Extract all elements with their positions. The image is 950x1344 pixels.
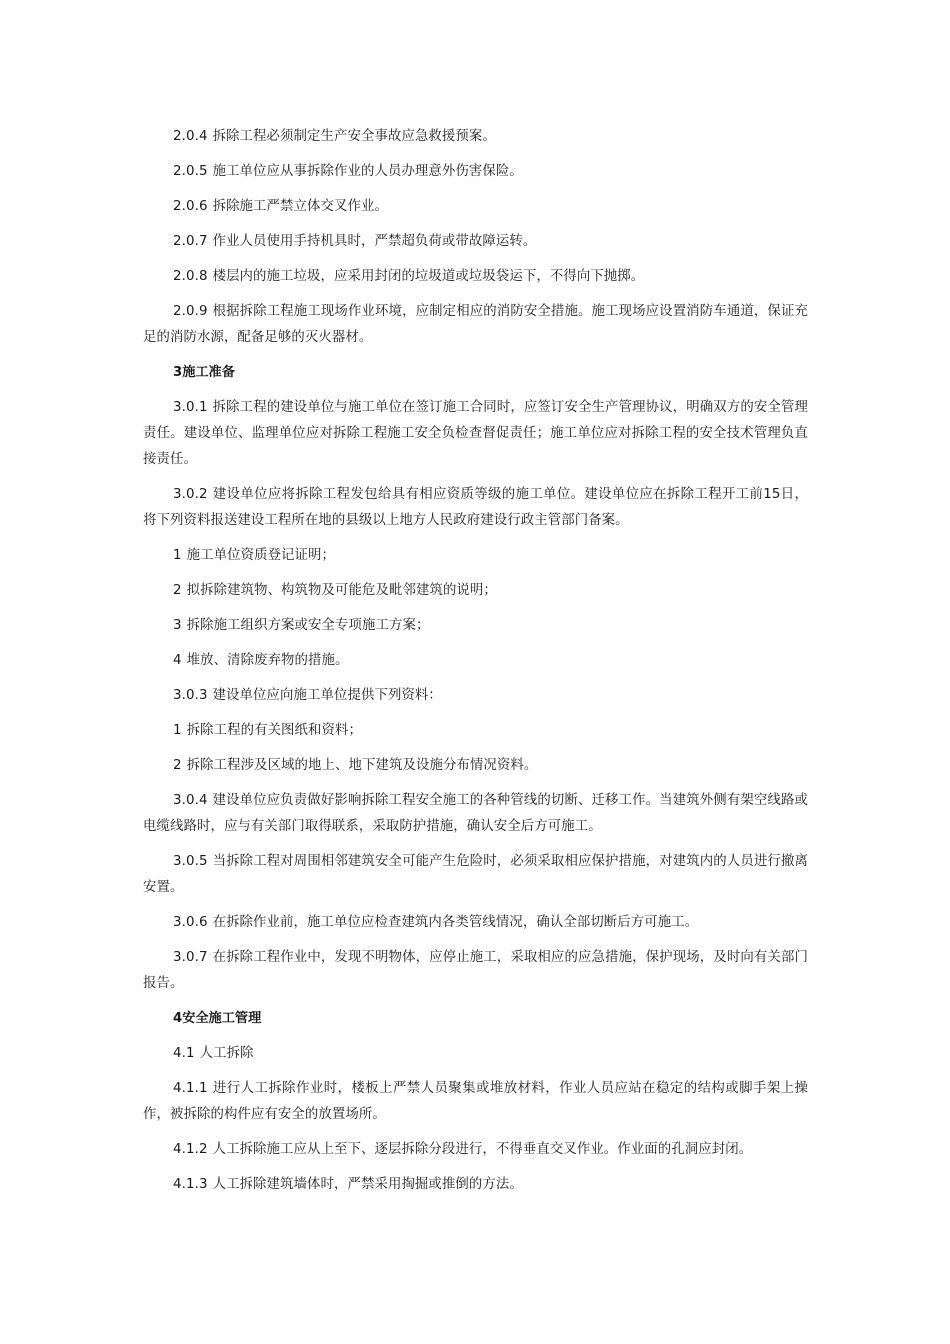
- clause-paragraph: [143, 264, 808, 290]
- clause-paragraph: [143, 194, 808, 220]
- clause-number: 2.0.8: [173, 269, 208, 284]
- clause-text: 建设单位应将拆除工程发包给具有相应资质等级的施工单位。建设单位应在拆除工程开工前15日，将下列资料报送建设工程所在地的县级以上地方人民政府建设行政主管部门备案。: [143, 487, 808, 528]
- clause-text: 拆除工程的建设单位与施工单位在签订施工合同时，应签订安全生产管理协议，明确双方的安全管理责任。建设单位、监理单位应对拆除工程施工安全负检查督促责任；施工单位应对拆除工程的安全技术管理负直接责任。: [143, 400, 808, 467]
- clause-paragraph: [143, 1076, 808, 1128]
- clause-number: 4.1.1: [173, 1081, 208, 1096]
- clause-text: 施工单位应从事拆除作业的人员办理意外伤害保险。: [212, 164, 523, 179]
- clause-paragraph: [143, 299, 808, 351]
- clause-text: 拟拆除建筑物、构筑物及可能危及毗邻建筑的说明；: [186, 583, 497, 598]
- clause-number: 3: [173, 618, 182, 633]
- clause-text: 堆放、清除废弃物的措施。: [186, 653, 349, 668]
- clause-number: 4.1.2: [173, 1142, 208, 1157]
- clause-number: 2.0.9: [173, 304, 208, 319]
- document-page: [143, 124, 808, 1207]
- clause-text: 拆除工程必须制定生产安全事故应急救援预案。: [212, 129, 496, 144]
- clause-number: 2: [173, 758, 182, 773]
- clause-paragraph: [143, 683, 808, 709]
- clause-paragraph: [143, 1137, 808, 1163]
- clause-number: 3.0.7: [173, 950, 208, 965]
- clause-text: 拆除工程的有关图纸和资料；: [186, 723, 363, 738]
- clause-paragraph: [143, 753, 808, 779]
- clause-number: 2.0.6: [173, 199, 208, 214]
- clause-text: 在拆除作业前，施工单位应检查建筑内各类管线情况，确认全部切断后方可施工。: [212, 915, 699, 930]
- clause-paragraph: [143, 910, 808, 936]
- clause-text: 进行人工拆除作业时，楼板上严禁人员聚集或堆放材料，作业人员应站在稳定的结构或脚手架上操作，被拆除的构件应有安全的放置场所。: [143, 1081, 808, 1122]
- clause-number: 3.0.4: [173, 793, 208, 808]
- clause-paragraph: [143, 849, 808, 901]
- clause-number: 4.1.3: [173, 1177, 208, 1192]
- clause-number: 4: [173, 1011, 183, 1026]
- clause-number: 1: [173, 548, 182, 563]
- clause-number: 3.0.1: [173, 400, 208, 415]
- clause-text: 安全施工管理: [182, 1011, 262, 1026]
- clause-paragraph: [143, 578, 808, 604]
- clause-text: 拆除工程涉及区域的地上、地下建筑及设施分布情况资料。: [186, 758, 538, 773]
- clause-paragraph: [143, 124, 808, 150]
- clause-text: 作业人员使用手持机具时，严禁超负荷或带故障运转。: [212, 234, 537, 249]
- clause-number: 2.0.5: [173, 164, 208, 179]
- clause-text: 当拆除工程对周围相邻建筑安全可能产生危险时，必须采取相应保护措施，对建筑内的人员进行撤离安置。: [143, 854, 808, 895]
- clause-text: 在拆除工程作业中，发现不明物体，应停止施工，采取相应的应急措施，保护现场，及时向有关部门报告。: [143, 950, 808, 991]
- clause-paragraph: [143, 788, 808, 840]
- section-heading: [143, 360, 808, 386]
- clause-number: 1: [173, 723, 182, 738]
- clause-paragraph: [143, 395, 808, 473]
- clause-number: 3.0.6: [173, 915, 208, 930]
- clause-text: 人工拆除建筑墙体时，严禁采用掏掘或推倒的方法。: [212, 1177, 523, 1192]
- clause-paragraph: [143, 718, 808, 744]
- clause-text: 施工准备: [182, 365, 235, 380]
- section-heading: [143, 1006, 808, 1032]
- clause-text: 拆除施工严禁立体交叉作业。: [212, 199, 388, 214]
- clause-text: 人工拆除: [199, 1046, 254, 1061]
- clause-number: 3.0.3: [173, 688, 208, 703]
- clause-paragraph: [143, 159, 808, 185]
- clause-number: 2: [173, 583, 182, 598]
- clause-number: 3: [173, 365, 183, 380]
- clause-paragraph: [143, 482, 808, 534]
- clause-paragraph: [143, 1172, 808, 1198]
- clause-paragraph: [143, 543, 808, 569]
- clause-paragraph: [143, 229, 808, 255]
- clause-paragraph: [143, 1041, 808, 1067]
- clause-text: 拆除施工组织方案或安全专项施工方案；: [186, 618, 430, 633]
- clause-text: 根据拆除工程施工现场作业环境，应制定相应的消防安全措施。施工现场应设置消防车通道，保证充足的消防水源，配备足够的灭火器材。: [143, 304, 808, 345]
- clause-paragraph: [143, 945, 808, 997]
- clause-text: 施工单位资质登记证明；: [186, 548, 336, 563]
- clause-number: 4: [173, 653, 182, 668]
- clause-paragraph: [143, 648, 808, 674]
- clause-text: 人工拆除施工应从上至下、逐层拆除分段进行，不得垂直交叉作业。作业面的孔洞应封闭。: [212, 1142, 753, 1157]
- clause-number: 2.0.4: [173, 129, 208, 144]
- clause-number: 2.0.7: [173, 234, 208, 249]
- clause-number: 3.0.2: [173, 487, 208, 502]
- clause-text: 建设单位应向施工单位提供下列资料：: [212, 688, 442, 703]
- clause-text: 楼层内的施工垃圾，应采用封闭的垃圾道或垃圾袋运下，不得向下抛掷。: [212, 269, 645, 284]
- clause-text: 建设单位应负责做好影响拆除工程安全施工的各种管线的切断、迁移工作。当建筑外侧有架空线路或电缆线路时，应与有关部门取得联系，采取防护措施，确认安全后方可施工。: [143, 793, 808, 834]
- clause-paragraph: [143, 613, 808, 639]
- clause-number: 4.1: [173, 1046, 195, 1061]
- clause-number: 3.0.5: [173, 854, 208, 869]
